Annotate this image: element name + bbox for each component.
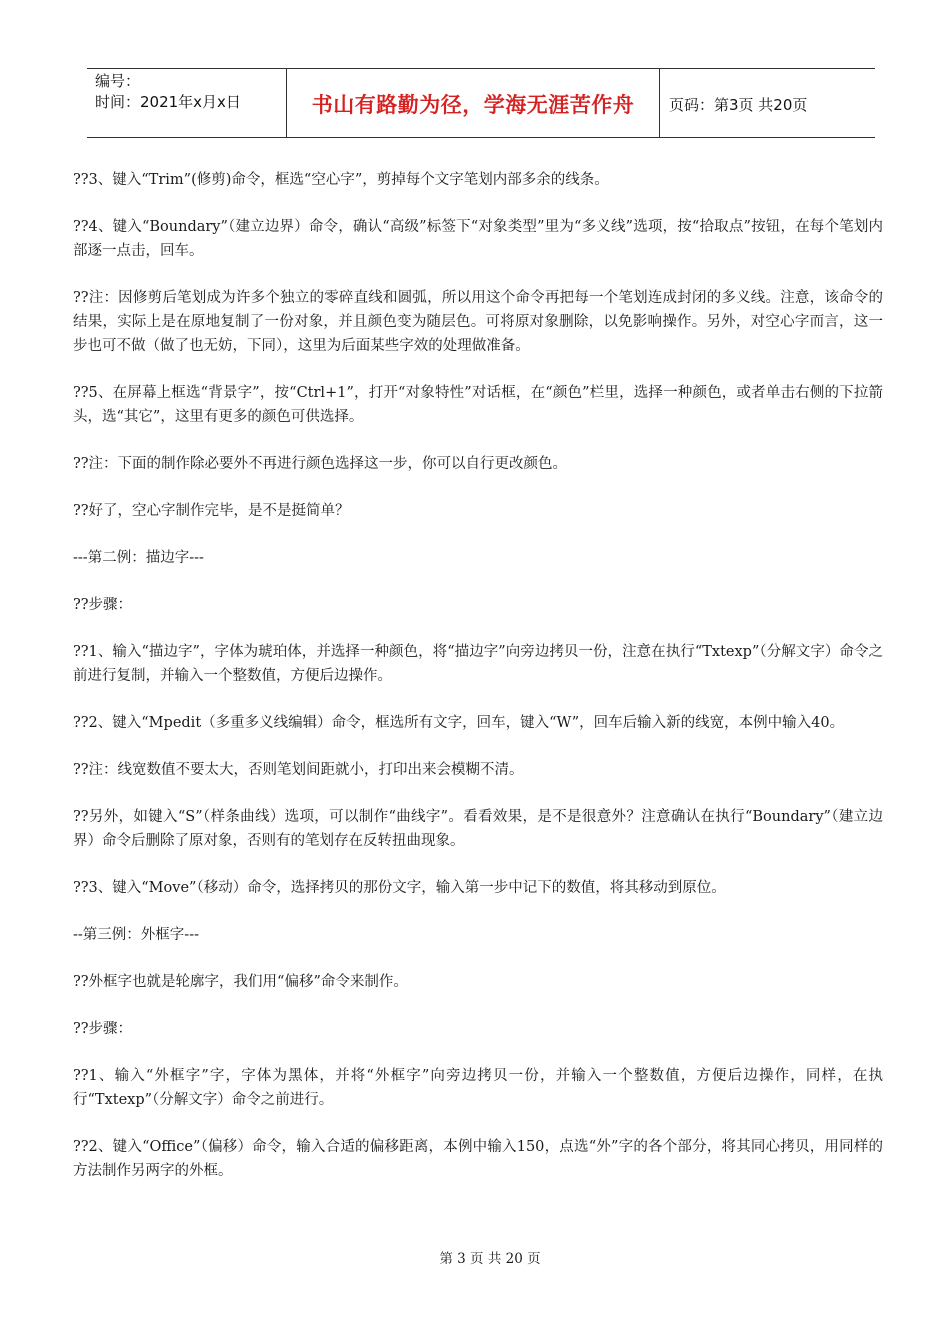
header-meta — [87, 69, 287, 137]
paragraph: ??步骤： — [73, 1021, 133, 1037]
paragraph: ??外框字也就是轮廓字，我们用“偏移”命令来制作。 — [73, 974, 408, 990]
number-label: 编号： — [95, 72, 141, 90]
page-footer: 第 3 页 共 20 页 — [439, 1251, 541, 1267]
section-heading: ---第二例：描边字--- — [73, 550, 204, 566]
paragraph: ??2、键入“Office”（偏移）命令，输入合适的偏移距离，本例中输入150，点选“外”字的各个部分，将其同心拷贝，用同样的方法制作另两字的外框。 — [73, 1139, 883, 1179]
section-heading: --第三例：外框字--- — [73, 927, 199, 943]
paragraph: ??3、键入“Trim”(修剪)命令，框选“空心字”，剪掉每个文字笔划内部多余的线条。 — [73, 172, 609, 188]
paragraph: ??2、键入“Mpedit（多重多义线编辑）命令，框选所有文字，回车，键入“W”，回车后输入新的线宽，本例中输入40。 — [73, 715, 845, 731]
paragraph: ??注：因修剪后笔划成为许多个独立的零碎直线和圆弧，所以用这个命令再把每一个笔划连成封闭的多义线。注意，该命令的结果，实际上是在原地复制了一份对象，并且颜色变为随层色。可将原对象删除，以免影响操作。另外，对空心字而言，这一步也可不做（做了也无妨，下同），这里为后面某些字效的处理做准备。 — [73, 290, 883, 354]
paragraph: ??另外，如键入“S”（样条曲线）选项，可以制作“曲线字”。看看效果，是不是很意外？注意确认在执行“Boundary”（建立边界）命令后删除了原对象，否则有的笔划存在反转扭曲现象。 — [73, 809, 883, 849]
header-slogan: 书山有路勤为径，学海无涯苦作舟 — [287, 69, 660, 137]
paragraph: ??1、输入“描边字”，字体为琥珀体，并选择一种颜色，将“描边字”向旁边拷贝一份，注意在执行“Txtexp”（分解文字）命令之前进行复制，并输入一个整数值，方便后边操作。 — [73, 644, 883, 684]
paragraph: ??注：下面的制作除必要外不再进行颜色选择这一步，你可以自行更改颜色。 — [73, 456, 568, 472]
paragraph: ??3、键入“Move”（移动）命令，选择拷贝的那份文字，输入第一步中记下的数值，将其移动到原位。 — [73, 880, 726, 896]
paragraph: ??1、输入“外框字”字，字体为黑体，并将“外框字”向旁边拷贝一份，并输入一个整数值，方便后边操作，同样，在执行“Txtexp”（分解文字）命令之前进行。 — [73, 1068, 883, 1108]
paragraph: ??步骤： — [73, 597, 133, 613]
document-body — [73, 168, 883, 1206]
page-header — [87, 68, 875, 138]
time-label: 时间：2021年x月x日 — [95, 93, 241, 111]
paragraph: ??好了，空心字制作完毕，是不是挺简单？ — [73, 503, 350, 519]
paragraph: ??5、在屏幕上框选“背景字”，按“Ctrl+1”，打开“对象特性”对话框，在“颜色”栏里，选择一种颜色，或者单击右侧的下拉箭头，选“其它”，这里有更多的颜色可供选择。 — [73, 385, 883, 425]
header-page-info: 页码：第3页 共20页 — [669, 95, 808, 114]
paragraph: ??4、键入“Boundary”（建立边界）命令，确认“高级”标签下“对象类型”里为“多义线”选项，按“拾取点”按钮，在每个笔划内部逐一点击，回车。 — [73, 219, 883, 259]
paragraph: ??注：线宽数值不要太大，否则笔划间距就小，打印出来会模糊不清。 — [73, 762, 524, 778]
